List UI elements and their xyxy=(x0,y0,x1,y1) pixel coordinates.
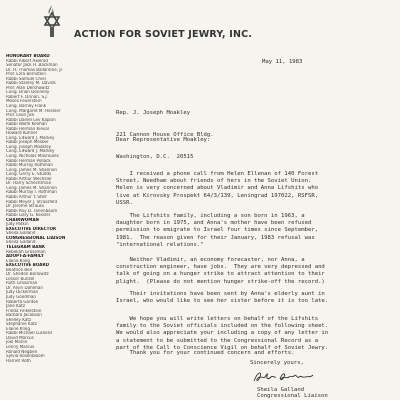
board-member: Robert F. Drinan, S.J. xyxy=(6,94,48,99)
board-member: Frieda Finkelstein xyxy=(6,308,42,313)
board-member: Sheila Galland xyxy=(6,231,36,236)
paragraph-line: Neither Vladimir, an economy forecaster, nor Anna, a xyxy=(116,257,305,263)
board-member: Dr. Harry Schechtman xyxy=(6,181,52,186)
paragraph-line: daughter born in 1975, and Anna's mother have been refused xyxy=(116,220,312,227)
board-member: Dr. Shedon Berlowitz xyxy=(6,272,49,277)
board-member: Jane Katz xyxy=(6,304,26,309)
board-member: Rabbi Herman Pollack xyxy=(6,158,51,163)
board-member: Cong. Barney Frank xyxy=(6,104,47,109)
letter-paragraph xyxy=(116,257,325,286)
letter-paragraph xyxy=(116,350,295,357)
board-member: Rabbi Stanley M. Davids xyxy=(6,81,56,86)
board-member: Cong. Brian Donnelly xyxy=(6,90,50,95)
board-member: Cong. Edward J. Markey xyxy=(6,135,55,140)
board-member: Rabbi Michael Luckens xyxy=(6,331,53,336)
recipient-office: 221 Cannon House Office Bldg. xyxy=(116,132,214,139)
board-member: Beatrice Beil xyxy=(6,267,32,272)
handwritten-signature xyxy=(252,369,316,385)
letter-paragraph xyxy=(116,316,328,352)
paragraph-line: Their invitations have been sent by Anna's elderly aunt in xyxy=(116,291,325,297)
board-member: David Marcus xyxy=(6,335,34,340)
board-member: Sylvia Rosenbloom xyxy=(6,354,45,359)
board-member: Lesser Bunzel xyxy=(6,276,35,281)
paragraph-line: family to the Soviet officials included on the following sheet. xyxy=(116,323,329,330)
paragraph-line: "international relations." xyxy=(116,241,204,248)
paragraph-line: USSR. xyxy=(116,199,133,206)
board-member: Judy Goodman xyxy=(6,294,36,299)
board-member: Rabbi Arthur Y. Steif xyxy=(6,194,47,199)
paragraph-line: I received a phone call from Helen Ellenan of 140 Forest xyxy=(116,171,319,177)
paragraph-line: plight. (Please do not mention hunger strike-off the record.) xyxy=(116,278,325,285)
board-member: Rabbi Murray Rothman xyxy=(6,163,54,168)
board-member: Cong. Joseph Moakley xyxy=(6,144,52,149)
board-member: Cong. James M. Shannon xyxy=(6,167,57,172)
board-member: Joel Marlin xyxy=(6,340,28,345)
paragraph-line: We hope you will write letters on behalf of the Lifshits xyxy=(116,316,319,322)
board-heading: ADOPT-A-FAMILY xyxy=(6,254,44,259)
board-member: Elaine Kling xyxy=(6,326,30,331)
paragraph-line: part of the Call to Conscience Vigil on behalf of Soviet Jewry. xyxy=(116,344,329,351)
board-member: Ruth Grossman xyxy=(6,281,38,286)
board-member: Stephanie Katz xyxy=(6,322,37,327)
signer-title: Congressional Liaison xyxy=(257,393,328,399)
paragraph-line: The Lifshits family, including a son born in 1963, a xyxy=(116,213,305,219)
board-member: Rabbi Joseph Mesber xyxy=(6,140,49,145)
paragraph-line: live at Kirovsky Prospekt 64/3/139, Leningrad 197022, RSFSR, xyxy=(116,192,319,199)
board-member: Rabbi Gary G. Kessler xyxy=(6,213,51,218)
board-member: Rabbi Meyer J. Strassfeld xyxy=(6,199,58,204)
board-member: Rabbi Wolfe Kelman xyxy=(6,122,47,127)
board-member: Rebekah Grossman xyxy=(6,249,46,254)
board-member: Rabbi Murray I. Rothman xyxy=(6,190,57,195)
letter-paragraph xyxy=(116,291,328,305)
board-member: Dr. Jerome Strauss xyxy=(6,204,44,209)
board-member: Dr. Alvin Dahlman xyxy=(6,285,43,290)
board-member: Rabbi Daniel Lev Kaplan xyxy=(6,117,56,122)
board-member: Prof. Alan Dershowitz xyxy=(6,85,50,90)
paragraph-line: 1981. The reason given for their January, 1983 refusal was xyxy=(116,234,315,241)
recipient-name: Rep. J. Joseph Moakley xyxy=(116,110,191,117)
signer-name: Sheila Galland xyxy=(257,387,305,393)
board-member: Cong. James M. Shannon xyxy=(6,185,57,190)
board-member: Moses Feuerstein xyxy=(6,99,42,104)
salutation: Dear Representative Moakley: xyxy=(116,137,211,143)
board-member: Sheila Galland xyxy=(6,240,36,245)
board-member: Dr. H. Thomas Ballantine, Jr. xyxy=(6,67,64,72)
letter-paragraph xyxy=(116,171,318,207)
recipient-address xyxy=(116,96,214,175)
board-heading: CONGRESSIONAL LIAISON xyxy=(6,235,66,240)
board-member: Prof. Leon Jick xyxy=(6,113,35,118)
board-member: Judy Patkin xyxy=(6,222,29,227)
paragraph-line: construction engineer, have jobs. They are very depressed and xyxy=(116,264,325,271)
board-member: Howard Kuhner xyxy=(6,131,38,136)
board-member: Barbara Jacobson xyxy=(6,313,42,318)
paragraph-line: Helen is very concerned about Vladimir and Anna Lifshits who xyxy=(116,185,319,192)
star-of-david-flame-icon xyxy=(38,4,66,38)
paragraph-line: permission to emigrate to Israel four times since September, xyxy=(116,227,319,234)
letter-date: May 11, 1983 xyxy=(262,59,303,65)
board-member: Shelley Katz xyxy=(6,317,32,322)
board-member: Lenny Marcus xyxy=(6,345,35,349)
board-heading: EXECUTIVE BOARD xyxy=(6,263,49,268)
board-member: Roberta Gordon xyxy=(6,299,39,304)
paragraph-line: We would also appreciate your including a copy of any letter in xyxy=(116,330,329,337)
letter-paragraph xyxy=(116,213,318,249)
board-member: Harriet Roth xyxy=(6,358,31,363)
board-member: Cong. Gerry E. Studds xyxy=(6,172,52,177)
closing: Sincerely yours, xyxy=(250,360,304,366)
board-heading: HONORARY BOARD xyxy=(6,54,50,58)
board-member: Cong. Nicholas Mavroules xyxy=(6,154,59,159)
board-member: Rabbi Herman Kieval xyxy=(6,126,49,131)
board-member: Rabbi Samuel Chiel xyxy=(6,76,46,81)
board-member: Senator Jack H. Backman xyxy=(6,63,58,68)
paragraph-line: talk of going on a hunger strike to attract attention to their xyxy=(116,271,325,278)
board-member: Rabbi Roy D. Tanenbaum xyxy=(6,208,58,213)
paragraph-line: Thank you for your continued concern and efforts. xyxy=(116,350,295,356)
letterhead-board-list xyxy=(6,54,94,363)
board-heading: EXECUTIVE DIRECTOR xyxy=(6,226,57,231)
board-heading: CHAIRWOMAN xyxy=(6,217,39,222)
board-member: Elaine Kling xyxy=(6,258,30,263)
board-member: Cong. Edward J. Markey xyxy=(6,149,55,154)
board-member: Prof. Ezra Bernstein xyxy=(6,72,46,77)
board-member: Ronald Negben xyxy=(6,349,38,354)
recipient-city: Washington, D.C. 20515 xyxy=(116,153,194,160)
board-heading: TELEGRAM BANK xyxy=(6,244,46,249)
board-member: Cong. Margaret M. Heckler xyxy=(6,108,61,113)
organization-title: ACTION FOR SOVIET JEWRY, INC. xyxy=(74,29,253,40)
paragraph-line: Street, Needham about friends of hers in the Soviet Union. xyxy=(116,178,312,185)
board-member: Judy Dickerman xyxy=(6,290,39,295)
paragraph-line: a statement to be submitted to the Congressional Record as a xyxy=(116,337,319,344)
board-member: Rabbi Arthur Wechsler xyxy=(6,176,52,181)
board-member: Rabbi Albert Axelrod xyxy=(6,58,48,63)
paragraph-line: Israel, who would like to see her sister before it is too late. xyxy=(116,298,329,305)
